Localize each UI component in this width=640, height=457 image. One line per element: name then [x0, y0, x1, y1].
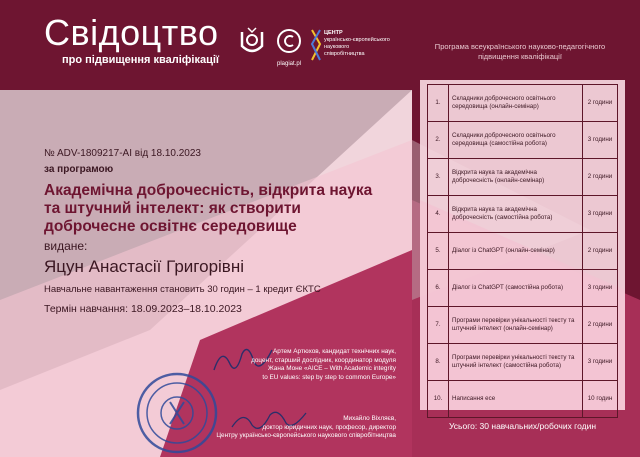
table-row	[428, 233, 618, 270]
table-row	[428, 270, 618, 307]
certificate-subtitle: про підвищення кваліфікації	[62, 54, 220, 66]
program-table-title: Програма всеукраїнського науково-педагогічного підвищення кваліфікації	[434, 42, 606, 61]
recipient-name: Яцун Анастасії Григорівні	[44, 257, 244, 276]
row-topic: Складники доброчесного освітнього середовища (самостійна робота)	[449, 122, 583, 159]
row-topic: Діалог із ChatGPT (онлайн-семінар)	[449, 233, 583, 270]
row-hours: 2 години	[583, 233, 618, 270]
signature-second-line: Центру українсько-європейського наукового співробітництва	[216, 432, 396, 439]
row-topic: Програми перевірки унікальності тексту та штучний інтелект (самостійна робота)	[449, 344, 583, 381]
row-number: 8.	[428, 344, 449, 381]
signature-second	[198, 415, 396, 441]
copyright-icon	[272, 28, 306, 56]
signature-first-line: to EU values: step by step to common Europe»	[262, 373, 396, 381]
signature-second-line: Михайло Віхляєв,	[343, 415, 396, 422]
row-hours: 3 години	[583, 196, 618, 233]
signature-first	[218, 348, 396, 382]
row-hours: 3 години	[583, 122, 618, 159]
workload-text: Навчальне навантаження становить 30 годин – 1 кредит ЄКТС	[44, 284, 321, 295]
row-topic: Відкрита наука та академічна доброчесність (онлайн-семінар)	[449, 159, 583, 196]
table-row	[428, 122, 618, 159]
signature-first-line: Артем Артюхов, кандидат технічних наук,	[273, 348, 396, 355]
center-logo	[310, 28, 390, 64]
term-text: Термін навчання: 18.09.2023–18.10.2023	[44, 303, 242, 315]
center-emblem-icon	[310, 28, 322, 62]
plagiat-label: plagiat.pl	[276, 61, 302, 67]
row-topic: Складники доброчесного освітнього середовища (онлайн-семінар)	[449, 85, 583, 122]
program-table	[427, 84, 618, 418]
table-row	[428, 85, 618, 122]
row-number: 3.	[428, 159, 449, 196]
table-row	[428, 159, 618, 196]
signature-first-line: доцент, старший дослідник, координатор модуля	[251, 356, 396, 364]
row-number: 1.	[428, 85, 449, 122]
issued-label: видане:	[44, 239, 88, 253]
row-number: 7.	[428, 307, 449, 344]
certificate-title: Свідоцтво	[44, 12, 219, 53]
certificate-number: № ADV-1809217-AI від 18.10.2023	[44, 148, 201, 159]
program-name: Академічна доброчесність, відкрита наука та штучний інтелект: як створити доброчесне освітнє середовище	[44, 182, 373, 235]
signature-second-line: доктор юридичних наук, професор, директор	[262, 423, 396, 431]
row-hours: 2 години	[583, 85, 618, 122]
plagiat-logo	[272, 28, 306, 68]
seal-icon	[136, 372, 218, 454]
row-topic: Програми перевірки унікальності тексту та штучний інтелект (онлайн-семінар)	[449, 307, 583, 344]
university-logo	[238, 26, 266, 60]
row-number: 4.	[428, 196, 449, 233]
row-hours: 2 години	[583, 159, 618, 196]
row-topic: Діалог із ChatGPT (самостійна робота)	[449, 270, 583, 307]
row-hours: 3 години	[583, 344, 618, 381]
table-row	[428, 307, 618, 344]
row-topic: Відкрита наука та академічна доброчесність (самостійна робота)	[449, 196, 583, 233]
row-hours: 2 години	[583, 307, 618, 344]
row-number: 5.	[428, 233, 449, 270]
row-number: 10.	[428, 381, 449, 418]
center-line-3: наукового співробітництва	[324, 44, 365, 57]
row-number: 6.	[428, 270, 449, 307]
program-total: Усього: 30 навчальних/робочих годин	[448, 421, 597, 431]
row-topic: Написання есе	[449, 381, 583, 418]
center-line-2: українсько-європейського	[324, 37, 390, 43]
table-row	[428, 344, 618, 381]
center-line-1: ЦЕНТР	[324, 30, 343, 36]
signature-first-line: Жана Моне «AICE – With Academic integrity	[267, 365, 396, 372]
table-row	[428, 381, 618, 418]
row-number: 2.	[428, 122, 449, 159]
row-hours: 3 години	[583, 270, 618, 307]
table-row	[428, 196, 618, 233]
row-hours: 10 годин	[583, 381, 618, 418]
program-label: за програмою	[44, 164, 114, 175]
